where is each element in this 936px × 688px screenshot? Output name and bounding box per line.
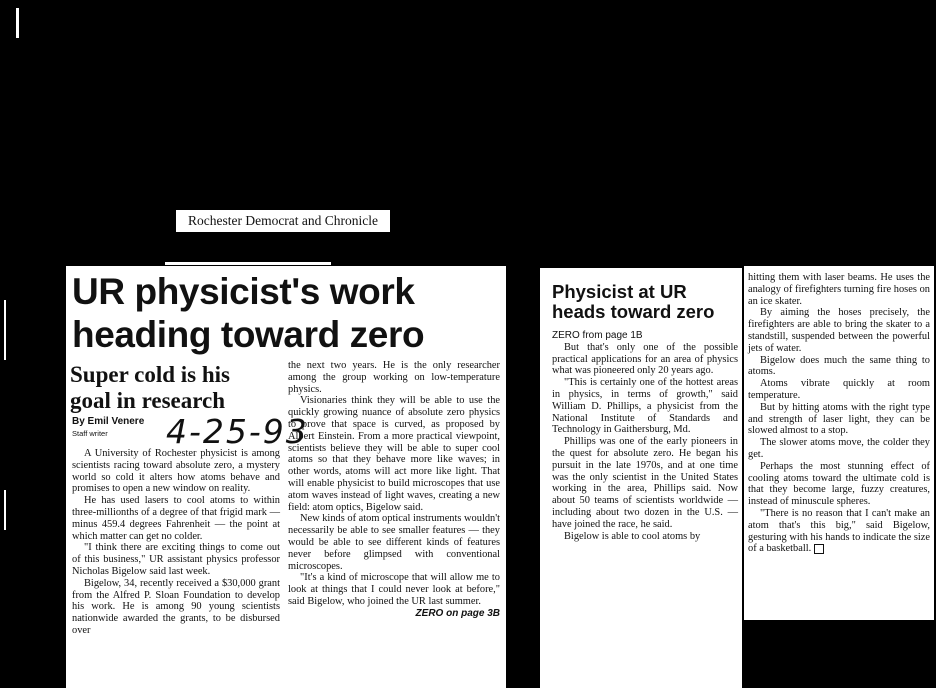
staff-label: Staff writer — [72, 429, 108, 438]
byline: By Emil Venere — [72, 416, 145, 427]
main-article-clipping — [66, 266, 506, 688]
closing-paragraph-text: "There is no reason that I can't make an atom that's this big," said Bigelow, gesturing with his hands to indicate the size of a basketball. — [748, 507, 930, 555]
paragraph: Bigelow is able to cool atoms by — [564, 530, 701, 542]
scan-edge-mark — [4, 300, 6, 360]
paragraph: hitting them with laser beams. He uses the analogy of firefighters turning fire hoses on an ice skater. — [748, 272, 930, 307]
newspaper-masthead: Rochester Democrat and Chronicle — [176, 210, 390, 232]
paragraph: Bigelow, 34, recently received a $30,000 grant from the Alfred P. Sloan Foundation to develop his work. He is among 90 young scientists nationwide awarded the grants, to be disbursed over — [72, 577, 280, 636]
article-column-2 — [288, 360, 500, 620]
paragraph: A University of Rochester physicist is among scientists racing toward absolute zero, a mystery world so cold it alters how atoms behave and promises to open a new window on reality. — [72, 448, 280, 495]
continuation-clipping — [540, 268, 742, 688]
continuation-headline: Physicist at UR heads toward zero — [552, 281, 715, 322]
article-subhead: Super cold is his goal in research — [70, 362, 230, 413]
paragraph: "I think there are exciting things to come out of this business," UR assistant physics professor Nicholas Bigelow said last week. — [72, 542, 280, 577]
paragraph: The slower atoms move, the colder they get. — [748, 437, 930, 460]
handwritten-date: 4-25-93 — [166, 412, 309, 451]
continuation-clipping-2 — [744, 266, 934, 620]
scan-edge-mark — [16, 8, 19, 38]
paragraph: Bigelow does much the same thing to atoms. — [748, 354, 930, 378]
scan-edge-mark — [4, 490, 6, 530]
paragraph: New kinds of atom optical instruments wouldn't necessarily be able to see smaller features — they would be able to see different kinds of features never before glimpsed with conventional microscopes. — [288, 513, 500, 572]
continuation-column-1 — [552, 330, 738, 542]
paragraph: Atoms vibrate quickly at room temperature. — [748, 378, 930, 401]
from-page-line: ZERO from page 1B — [552, 330, 643, 341]
paragraph — [748, 508, 930, 555]
article-column-1 — [72, 448, 280, 637]
paragraph: "It's a kind of microscope that will allow me to look at things that I could never look at before," said Bigelow, who joined the UR last summer. — [288, 572, 500, 607]
paragraph: "This is certainly one of the hottest areas in physics, in terms of growth," said William D. Phillips, a physicist from the National Institute of Standards and Technology in Gaithersburg, Md. — [552, 377, 738, 436]
paragraph: By aiming the hoses precisely, the firefighters are able to bring the skater to a standstill, suspended between the powerful jets of water. — [748, 307, 930, 354]
jump-line: ZERO on page 3B — [415, 607, 500, 619]
continuation-column-2 — [748, 272, 930, 555]
paragraph: Visionaries think they will be able to use the quickly growing nuance of absolute zero physics to prove that space is curved, as proposed by Albert Einstein. From a more practical viewpoint, scientists believe they will be able to super cool atoms so that they behave more like waves; in other words, atoms will act more like light. That will enable physicist to build microscopes that use atom waves instead of light waves, creating a new field: atom optics, Bigelow said. — [288, 395, 500, 513]
paragraph: He has used lasers to cool atoms to within three-millionths of a degree of that frigid mark — minus 459.4 degrees Fahrenheit — the point at which matter can get no colder. — [72, 495, 280, 542]
paragraph: Perhaps the most stunning effect of cooling atoms toward the ultimate cold is that they become large, fuzzy creatures, instead of minuscule spheres. — [748, 460, 930, 508]
article-headline: UR physicist's work heading toward zero — [72, 271, 425, 355]
paragraph: But by hitting atoms with the right type and strength of laser light, they can be slowed almost to a stop. — [748, 401, 930, 437]
end-mark-icon — [814, 544, 824, 554]
paragraph: Phillips was one of the early pioneers in the quest for absolute zero. He began his pursuit in the late 1970s, and at one time was the only scientist in the United States working in the area, Phillips said. Now about 50 teams of scientists worldwide — including about two dozen in the U.S. — have joined the race, he said. — [552, 436, 738, 530]
paragraph: the next two years. He is the only researcher among the group working on low-temperature physics. — [288, 360, 500, 395]
top-rule — [165, 262, 331, 265]
paragraph: But that's only one of the possible practical applications for an area of physics what was pioneered only 20 years ago. — [552, 341, 738, 377]
